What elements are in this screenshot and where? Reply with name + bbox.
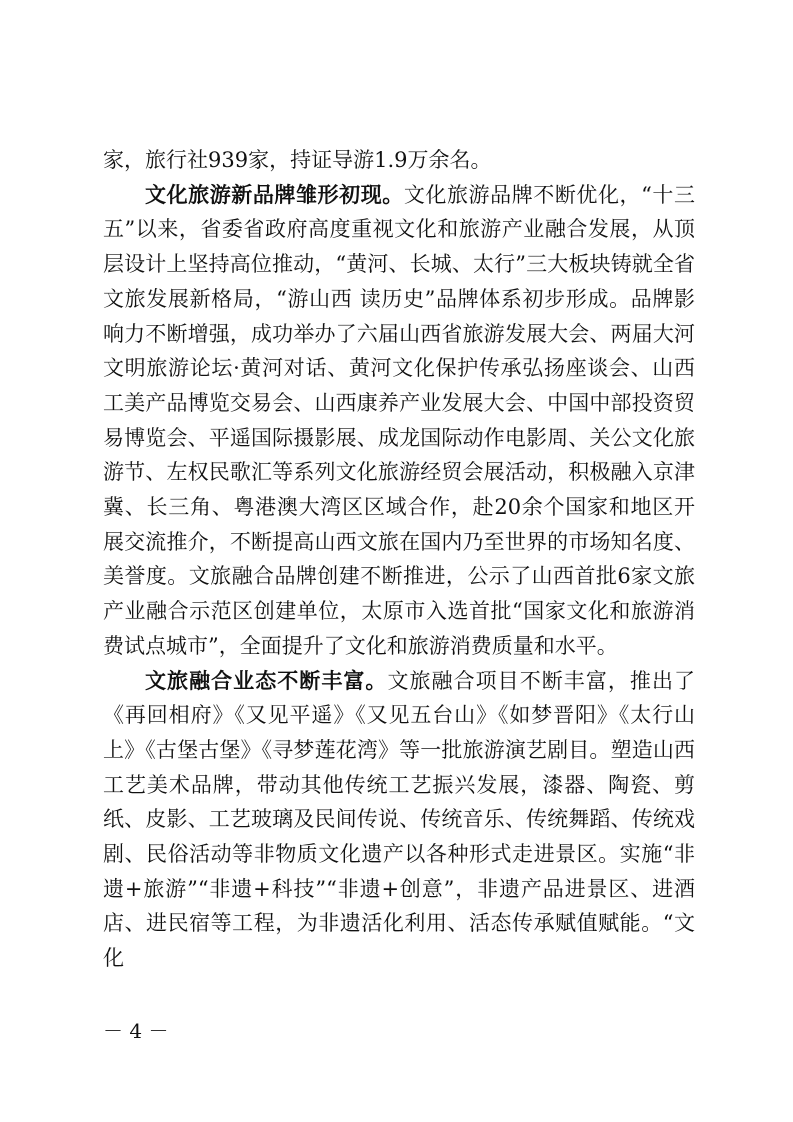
page-number: － 4 － [103,1019,169,1043]
paragraph-text: 文化旅游品牌不断优化，“十三五”以来，省委省政府高度重视文化和旅游产业融合发展，从顶层设计上坚持高位推动，“黄河、长城、太行”三大板块铸就全省文旅发展新格局，“游山西 读历史”品牌体系初步形成。品牌影响力不断增强，成功举办了六届山西省旅游发展大会、两届大河文明旅游论坛·黄河对话、黄河文化保护传承弘扬座谈会、山西工美产品博览交易会、山西康养产业发展大会、中国中部投资贸易博览会、平遥国际摄影展、成龙国际动作电影周、关公文化旅游节、左权民歌汇等系列文化旅游经贸会展活动，积极融入京津冀、长三角、粤港澳大湾区区域合作，赴20余个国家和地区开展交流推介，不断提高山西文旅在国内乃至世界的市场知名度、美誉度。文旅融合品牌创建不断推进，公示了山西首批6家文旅产业融合示范区创建单位，太原市入选首批“国家文化和旅游消费试点城市”，全面提升了文化和旅游消费质量和水平。 [103,182,695,658]
paragraph-text: 文旅融合项目不断丰富，推出了《再回相府》《又见平遥》《又见五台山》《如梦晋阳》《太行山上》《古堡古堡》《寻梦莲花湾》等一批旅游演艺剧目。塑造山西工艺美术品牌，带动其他传统工艺振兴发展，漆器、陶瓷、剪纸、皮影、工艺玻璃及民间传说、传统音乐、传统舞蹈、传统戏剧、民俗活动等非物质文化遗产以各种形式走进景区。实施“非遗+旅游”“非遗+科技”“非遗+创意”，非遗产品进景区、进酒店、进民宿等工程，为非遗活化利用、活态传承赋值赋能。“文化 [103,668,696,971]
document-body [103,143,695,976]
continuation-paragraph: 家，旅行社939家，持证导游1.9万余名。 [103,148,492,172]
paragraph-integration-formats [103,664,695,976]
paragraph-heading: 文旅融合业态不断丰富。 [145,668,388,693]
paragraph-heading: 文化旅游新品牌雏形初现。 [145,182,404,207]
paragraph-new-brand [103,178,695,664]
